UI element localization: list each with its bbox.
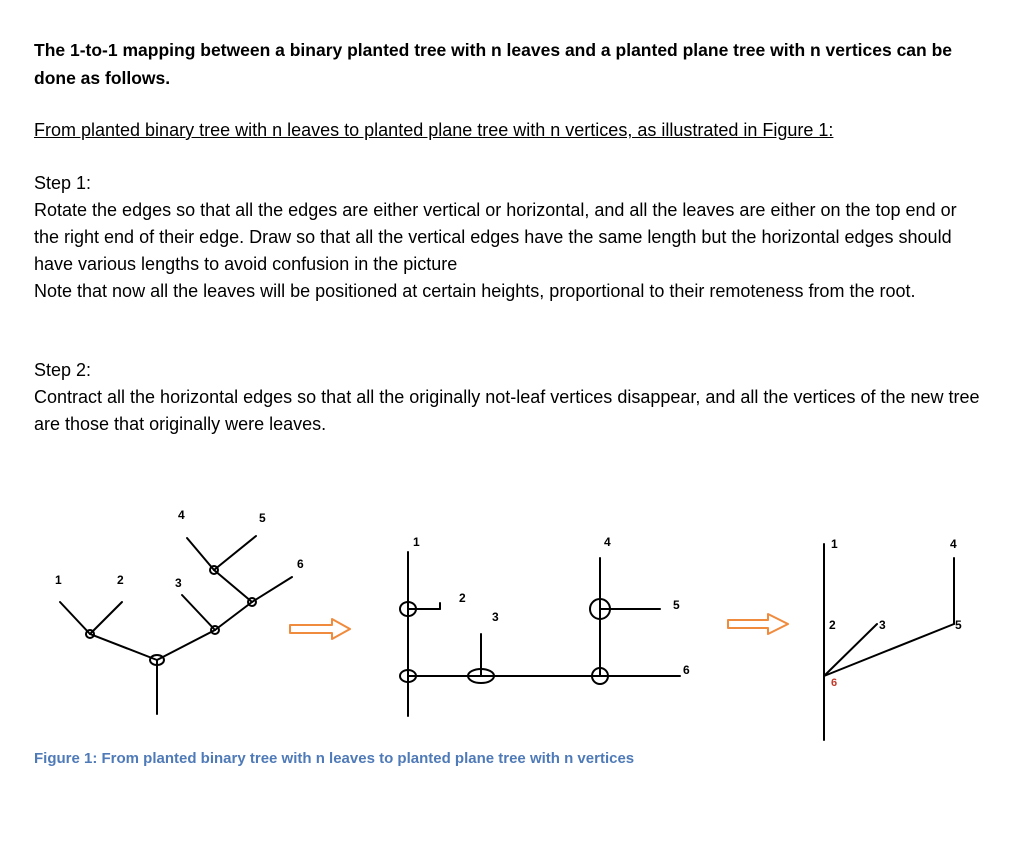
plane-tree bbox=[824, 544, 954, 740]
tree3-label: 5 bbox=[955, 618, 962, 632]
tree2-label: 6 bbox=[683, 663, 690, 677]
tree1-edge bbox=[60, 602, 90, 634]
tree1-label: 2 bbox=[117, 573, 124, 587]
step-1-title: Step 1: bbox=[34, 173, 92, 193]
figure-1 bbox=[0, 490, 1024, 750]
tree1-edge bbox=[90, 602, 122, 634]
tree1-edge bbox=[187, 538, 214, 570]
step-2 bbox=[34, 357, 984, 438]
tree1-label: 5 bbox=[259, 511, 266, 525]
tree2-label: 3 bbox=[492, 610, 499, 624]
arrow-right-icon bbox=[728, 614, 788, 634]
step-1-text: Rotate the edges so that all the edges are either vertical or horizontal, and all the leaves are either on the top end or the right end of their edge. Draw so that all the vertical edges have the same length but the horizontal edges should have various lengths to avoid confusion in the picture bbox=[34, 200, 957, 274]
tree1-edge bbox=[182, 595, 215, 630]
tree1-edge bbox=[157, 630, 215, 660]
step-1 bbox=[34, 170, 984, 305]
tree2-label: 2 bbox=[459, 591, 466, 605]
tree3-edge bbox=[824, 624, 954, 676]
arrow-right-icon bbox=[290, 619, 350, 639]
tree3-label: 4 bbox=[950, 537, 957, 551]
tree2-label: 1 bbox=[413, 535, 420, 549]
tree1-label: 3 bbox=[175, 576, 182, 590]
figure-1-drawing bbox=[0, 490, 1024, 750]
tree1-edge bbox=[215, 602, 252, 630]
tree3-label: 3 bbox=[879, 618, 886, 632]
tree2-label: 4 bbox=[604, 535, 611, 549]
tree1-label: 6 bbox=[297, 557, 304, 571]
step-2-text: Contract all the horizontal edges so that all the originally not-leaf vertices disappear, and all the vertices of the new tree are those that originally were leaves. bbox=[34, 387, 980, 434]
binary-tree bbox=[60, 536, 292, 714]
section-subheading: From planted binary tree with n leaves to planted plane tree with n vertices, as illustrated in Figure 1: bbox=[34, 120, 834, 140]
tree1-edge bbox=[252, 577, 292, 602]
tree1-label: 1 bbox=[55, 573, 62, 587]
intro-paragraph: The 1-to-1 mapping between a binary planted tree with n leaves and a planted plane tree with n vertices can be done as follows. bbox=[34, 40, 953, 88]
tree1-edge bbox=[90, 634, 157, 660]
tree3-label: 1 bbox=[831, 537, 838, 551]
orthogonal-tree bbox=[400, 552, 680, 716]
tree2-label: 5 bbox=[673, 598, 680, 612]
tree1-edge bbox=[214, 536, 256, 570]
tree3-label: 2 bbox=[829, 618, 836, 632]
tree3-label: 6 bbox=[831, 677, 838, 689]
tree1-label: 4 bbox=[178, 508, 185, 522]
step-1-note: Note that now all the leaves will be positioned at certain heights, proportional to their remoteness from the root. bbox=[34, 281, 916, 301]
figure-caption: Figure 1: From planted binary tree with n leaves to planted plane tree with n vertices bbox=[34, 750, 635, 767]
step-2-title: Step 2: bbox=[34, 360, 92, 380]
tree1-edge bbox=[214, 570, 252, 602]
